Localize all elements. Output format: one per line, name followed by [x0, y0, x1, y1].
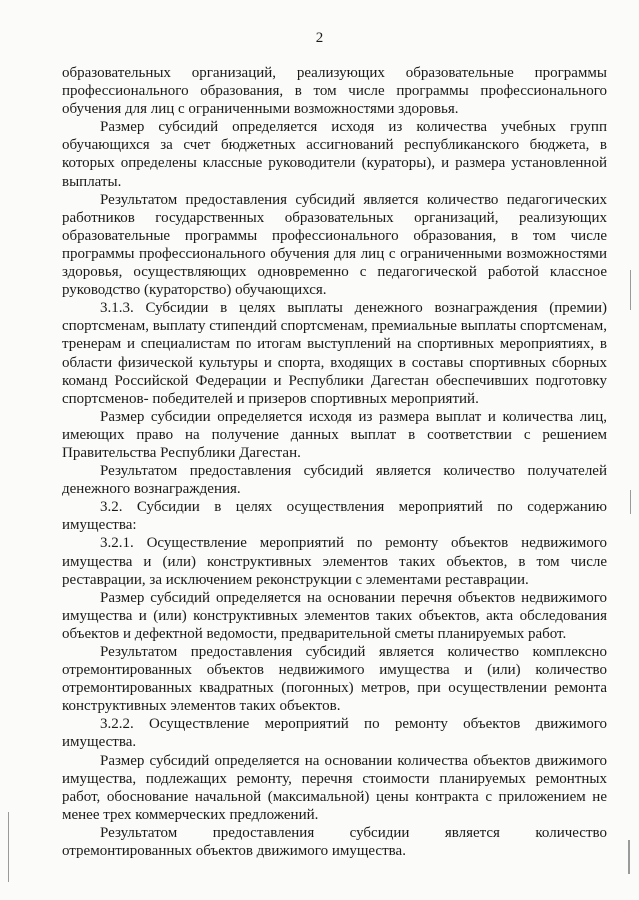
scan-artifact — [630, 270, 631, 310]
paragraph: 3.2.1. Осуществление мероприятий по ремонту объектов недвижимого имущества и (или) конструктивных элементов таких объектов, в том числе реставрации, за исключением реконструкции с элементами реставрации. — [62, 535, 607, 588]
paragraph: Результатом предоставления субсидии является количество отремонтированных объектов движимого имущества. — [62, 824, 607, 860]
paragraph: 3.2. Субсидии в целях осуществления мероприятий по содержанию имущества: — [62, 499, 607, 534]
page-number: 2 — [315, 30, 324, 46]
paragraph: образовательных организаций, реализующих образовательные программы профессионального образования, в том числе программы профессионального обучения для лиц с ограниченными возможностями здоровья. — [62, 65, 607, 118]
paragraph: Размер субсидий определяется на основании количества объектов движимого имущества, подлежащих ремонту, перечня стоимости планируемых ремонтных работ, обоснование начальной (максимальной) цены контракта с приложением не менее трех коммерческих предложений. — [62, 752, 607, 823]
document-body — [62, 64, 607, 860]
paragraph: Размер субсидий определяется исходя из количества учебных групп обучающихся за счет бюджетных ассигнований республиканского бюджета, в которых определены классные руководители (кураторы), и размера установленной выплаты. — [62, 119, 607, 190]
paragraph: 3.1.3. Субсидии в целях выплаты денежного вознаграждения (премии) спортсменам, выплату стипендий спортсменам, премиальные выплаты спортсменам, тренерам и специалистам по итогам выступлений на спортивных мероприятиях, в области физической культуры и спорта, входящих в составы спортивных сборных команд Российской Федерации и Республики Дагестан обеспечивших подготовку спортсменов- победителей и призеров спортивных мероприятий. — [62, 300, 607, 407]
paragraph: Результатом предоставления субсидий является количество комплексно отремонтированных объектов недвижимого имущества и (или) количество отремонтированных квадратных (погонных) метров, при осуществлении ремонта конструктивных элементов таких объектов. — [62, 644, 607, 715]
paragraph: Результатом предоставления субсидий является количество педагогических работников государственных образовательных организаций, реализующих образовательные программы профессионального образования, в том числе программы профессионального обучения для лиц с ограниченными возможностями здоровья, осуществляющих одновременно с педагогической работой классное руководство (кураторство) обучающихся. — [62, 191, 607, 299]
paragraph: Результатом предоставления субсидий является количество получателей денежного вознаграждения. — [62, 463, 607, 498]
paragraph: Размер субсидии определяется исходя из размера выплат и количества лиц, имеющих право на получение данных выплат в соответствии с решением Правительства Республики Дагестан. — [62, 408, 607, 461]
scan-artifact — [630, 490, 631, 514]
paragraph: Размер субсидий определяется на основании перечня объектов недвижимого имущества и (или) конструктивных элементов таких объектов, акта обследования объектов и дефектной ведомости, предварительной сметы планируемых работ. — [62, 589, 607, 642]
scan-artifact — [628, 840, 630, 874]
scan-artifact — [8, 812, 9, 882]
paragraph: 3.2.2. Осуществление мероприятий по ремонту объектов движимого имущества. — [62, 716, 607, 751]
